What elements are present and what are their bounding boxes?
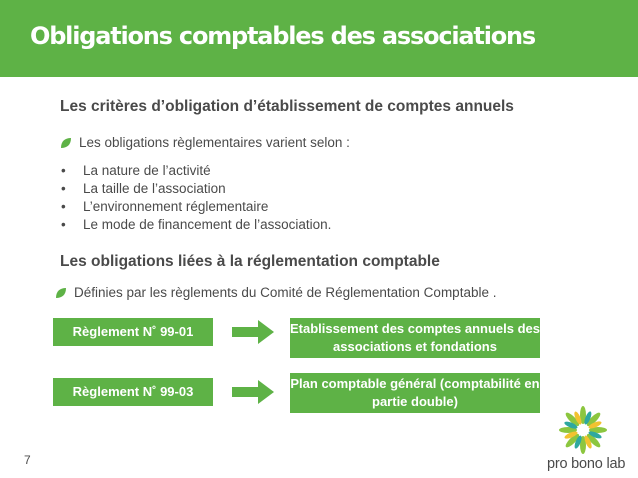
page-number: 7	[24, 453, 31, 467]
leaf-icon	[60, 137, 72, 149]
slide-title: Obligations comptables des associations	[30, 22, 535, 50]
section-1-intro	[60, 135, 350, 150]
rule-result: Etablissement des comptes annuels des associations et fondations	[290, 321, 540, 354]
section-1-title: Les critères d’obligation d’établissement de comptes annuels	[60, 98, 514, 115]
list-item: • La nature de l’activité	[60, 162, 331, 180]
section-2-title: Les obligations liées à la réglementation comptable	[60, 253, 440, 270]
arrow-right-icon	[232, 380, 274, 404]
rule-label: Règlement N˚ 99-01	[72, 324, 194, 339]
arrow-right-icon	[232, 320, 274, 344]
list-item: • La taille de l’association	[60, 180, 331, 198]
rule-99-01-box	[53, 318, 213, 346]
logo-text: pro bono lab	[547, 456, 626, 472]
leaf-icon	[55, 287, 67, 299]
criteria-list	[60, 162, 331, 234]
section-2-intro-text: Définies par les règlements du Comité de Réglementation Comptable .	[74, 285, 497, 300]
list-item: • Le mode de financement de l’association.	[60, 216, 331, 234]
section-2-intro	[55, 285, 496, 300]
pro-bono-lab-logo	[550, 404, 616, 456]
rule-99-03-result-box	[290, 373, 540, 413]
section-1-intro-text: Les obligations règlementaires varient selon :	[79, 135, 350, 150]
rule-99-03-box	[53, 378, 213, 406]
rule-label: Règlement N˚ 99-03	[72, 384, 194, 399]
list-item: • L’environnement réglementaire	[60, 198, 331, 216]
rule-result: Plan comptable général (comptabilité en partie double)	[290, 376, 540, 409]
header-bar	[0, 0, 638, 77]
rule-99-01-result-box	[290, 318, 540, 358]
